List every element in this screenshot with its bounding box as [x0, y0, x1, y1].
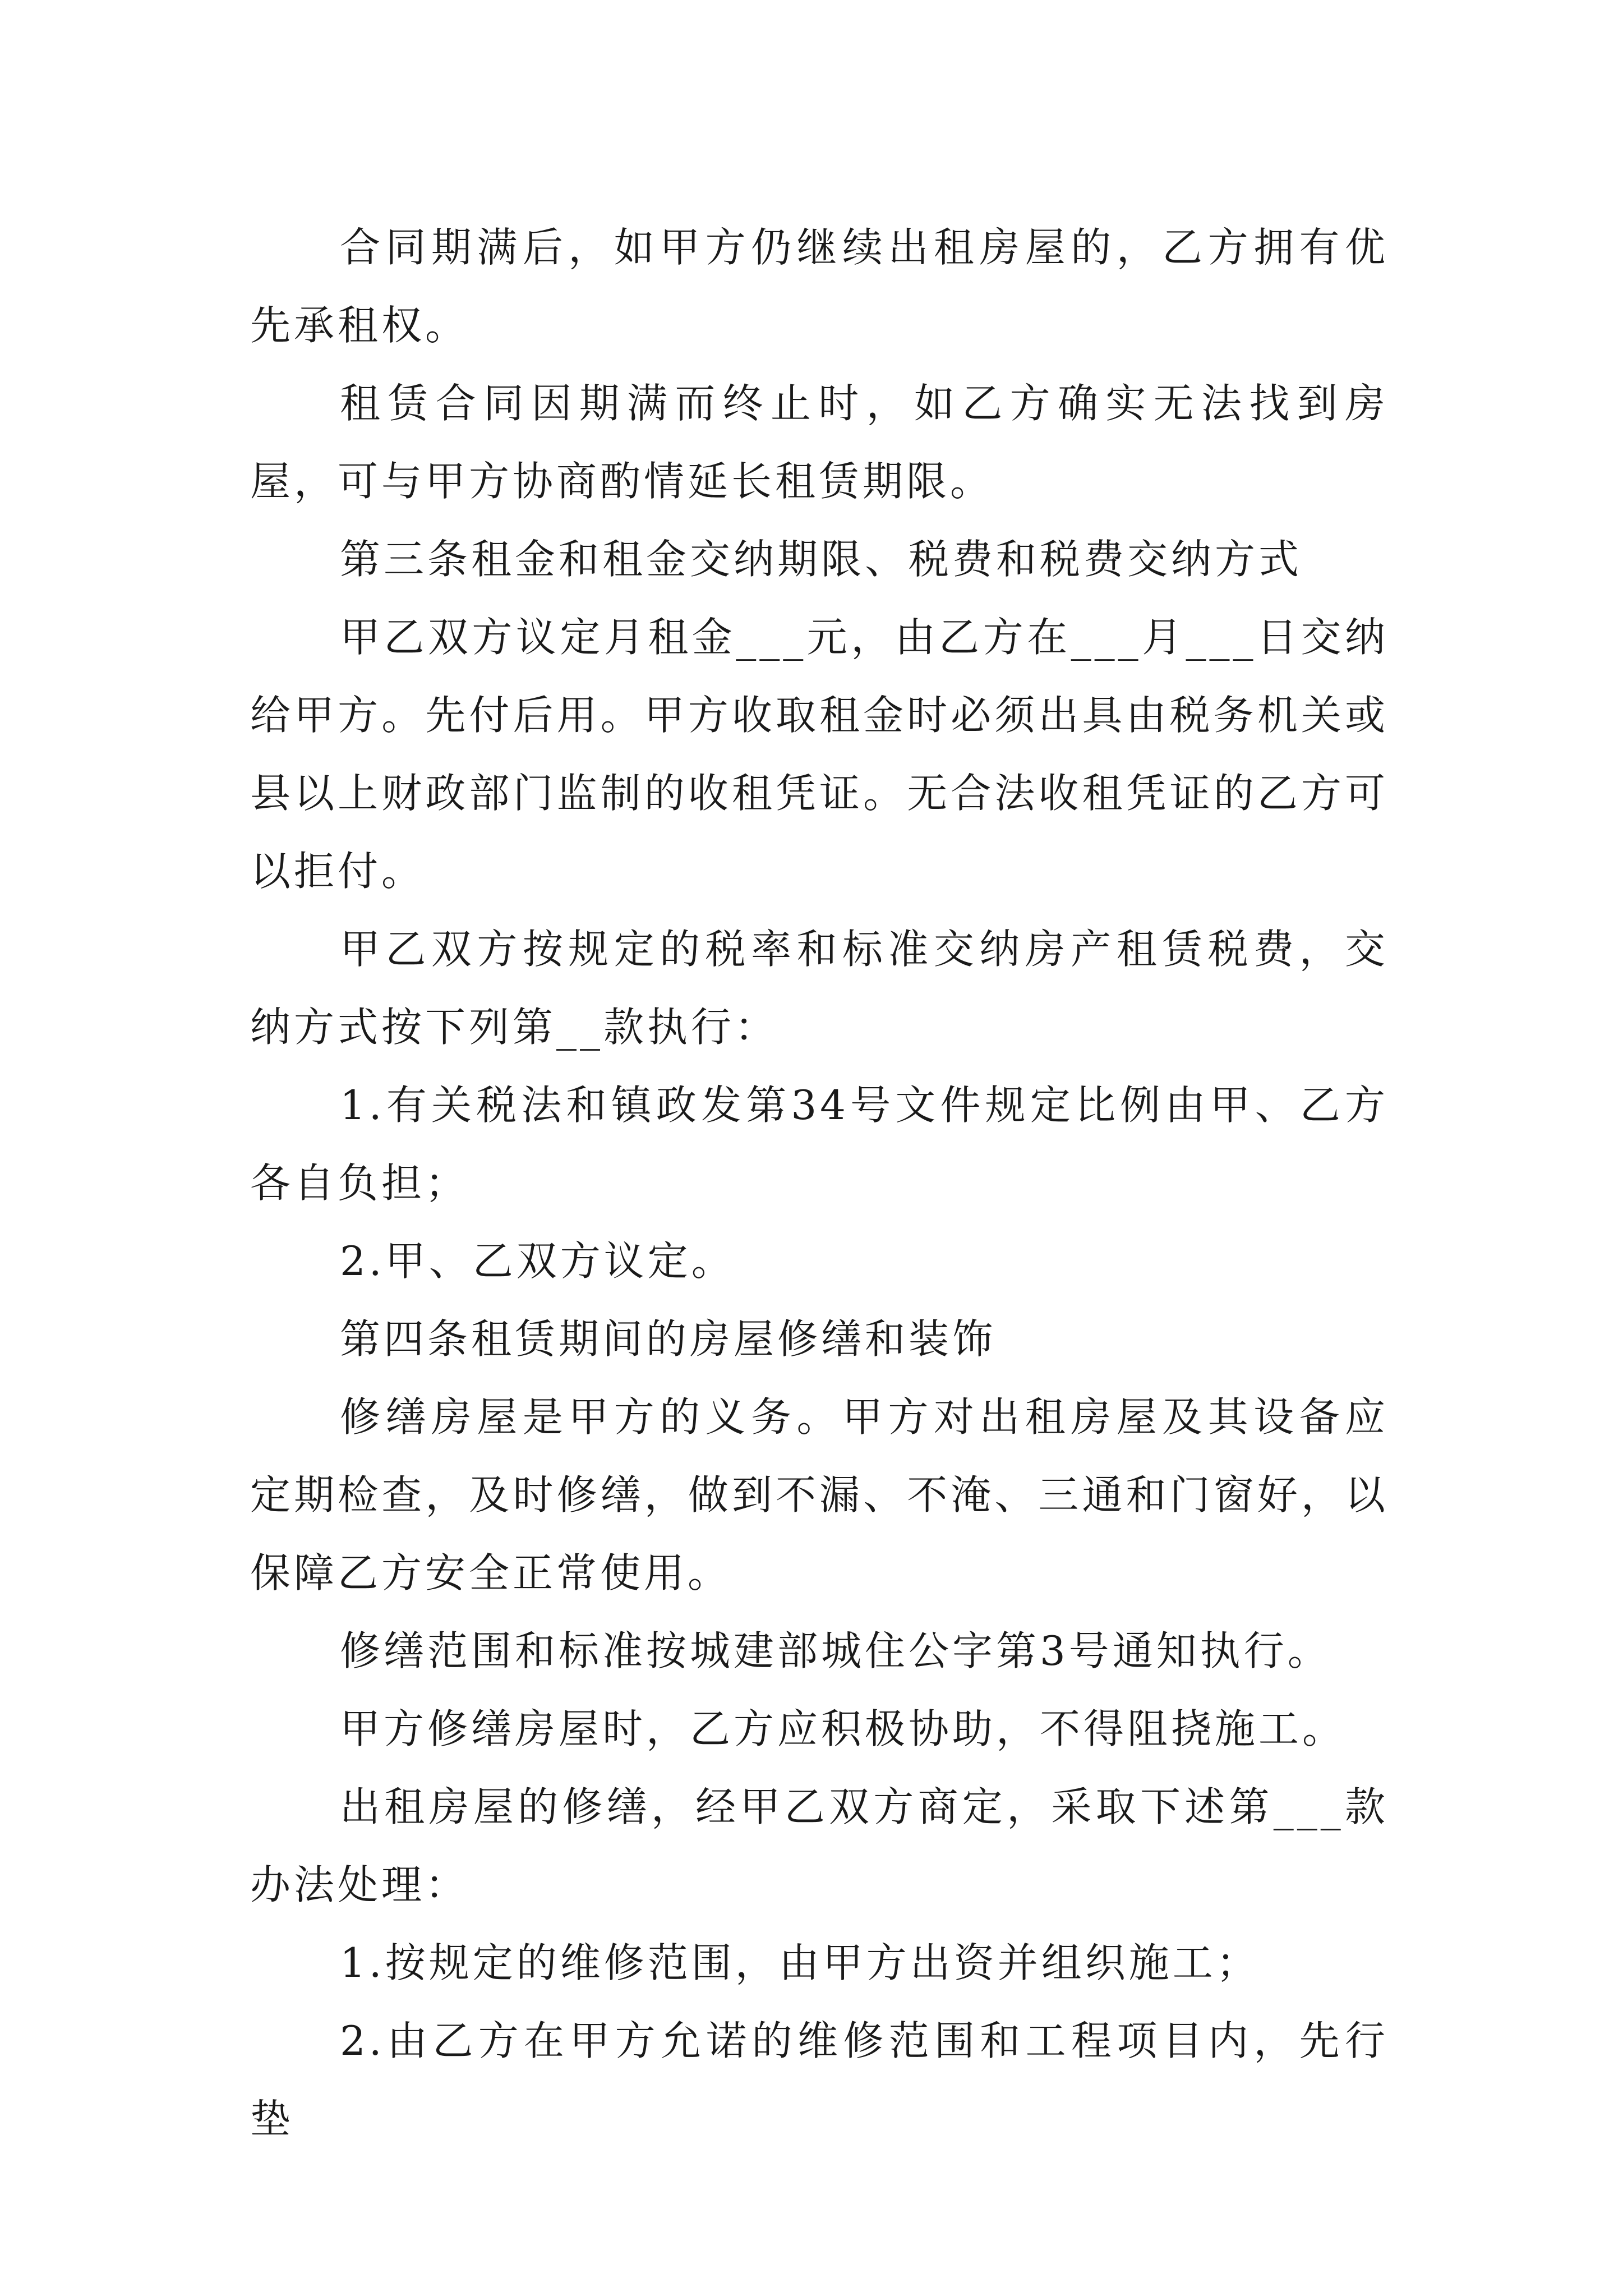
list-item-tax-option-2: 2.甲、乙双方议定。	[340, 1237, 735, 1285]
paragraph-lease-extension: 租赁合同因期满而终止时，如乙方确实无法找到房屋，可与甲方协商酌情延长租赁期限。	[250, 380, 1389, 505]
list-item-repair-option-1: 1.按规定的维修范围，由甲方出资并组织施工；	[340, 1939, 1260, 1986]
section-heading-article-3: 第三条租金和租金交纳期限、税费和税费交纳方式	[340, 536, 1303, 583]
paragraph-repair-method: 出租房屋的修缮，经甲乙双方商定，采取下述第___款办法处理：	[250, 1783, 1389, 1908]
section-heading-article-4: 第四条租赁期间的房屋修缮和装饰	[340, 1315, 997, 1363]
list-item-repair-option-2: 2.由乙方在甲方允诺的维修范围和工程项目内，先行垫	[250, 2017, 1389, 2142]
paragraph-repair-scope: 修缮范围和标准按城建部城住公字第3号通知执行。	[340, 1627, 1331, 1674]
document-body	[250, 209, 1389, 2158]
paragraph-repair-duty: 修缮房屋是甲方的义务。甲方对出租房屋及其设备应定期检查，及时修缮，做到不漏、不淹、三通和门窗好，以保障乙方安全正常使用。	[250, 1393, 1389, 1596]
paragraph-renewal-priority: 合同期满后，如甲方仍继续出租房屋的，乙方拥有优先承租权。	[250, 224, 1389, 349]
paragraph-monthly-rent: 甲乙双方议定月租金___元，由乙方在___月___日交纳给甲方。先付后用。甲方收取租金时必须出具由税务机关或县以上财政部门监制的收租凭证。无合法收租凭证的乙方可以拒付。	[250, 614, 1389, 895]
paragraph-tax-payment: 甲乙双方按规定的税率和标准交纳房产租赁税费，交纳方式按下列第__款执行：	[250, 926, 1389, 1051]
paragraph-repair-cooperation: 甲方修缮房屋时，乙方应积极协助，不得阻挠施工。	[340, 1705, 1347, 1752]
list-item-tax-option-1: 1.有关税法和镇政发第34号文件规定比例由甲、乙方各自负担；	[250, 1082, 1389, 1207]
